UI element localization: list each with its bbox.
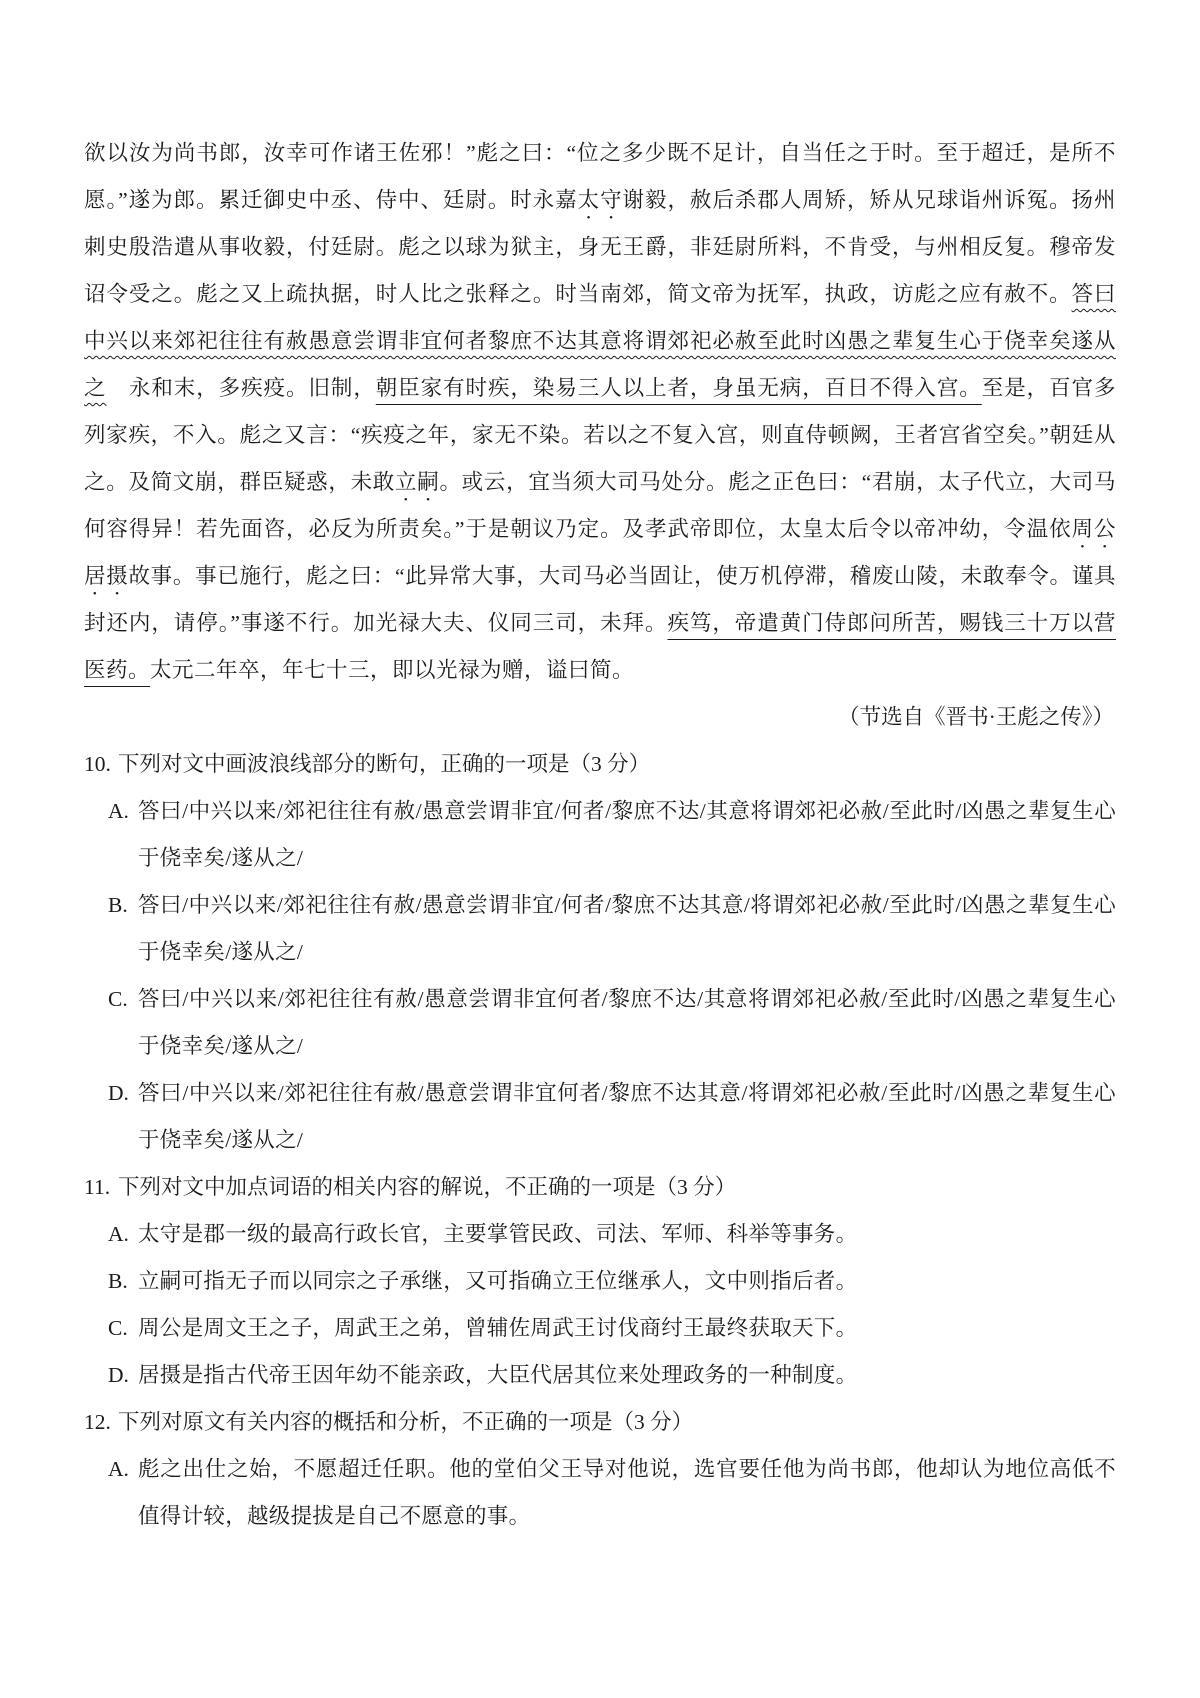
option-D: [84, 1352, 1116, 1399]
question-stem: 下列对文中画波浪线部分的断句，正确的一项是（3 分）: [118, 752, 651, 776]
option-label: C.: [108, 1316, 128, 1340]
option-A: [84, 1446, 1116, 1540]
option-B: [84, 882, 1116, 976]
option-A: [84, 1211, 1116, 1258]
option-label: A.: [108, 1222, 129, 1246]
option-text: 周公是周文王之子，周武王之弟，曾辅佐周武王讨伐商纣王最终获取天下。: [138, 1316, 858, 1340]
option-label: B.: [108, 1269, 128, 1293]
passage-segment-normal: 故事。事已施行，彪之曰：“此异常大事，大司马必当固让，使万机停滞，稽废山陵，未敢奉令。谨具封还内，请停。”事遂不行。加光禄大夫、仪同三司，未拜。: [84, 564, 1116, 635]
option-label: D.: [108, 1363, 129, 1387]
question-stem: 下列对原文有关内容的概括和分析，不正确的一项是（3 分）: [118, 1410, 694, 1434]
option-label: A.: [108, 1457, 129, 1481]
option-C: [84, 1305, 1116, 1352]
option-label: D.: [108, 1081, 129, 1105]
passage-segment-dots: 立嗣: [395, 470, 440, 494]
questions: [84, 741, 1116, 1540]
question-number: 12.: [84, 1410, 111, 1434]
option-label: C.: [108, 987, 128, 1011]
option-text: 太守是郡一级的最高行政长官，主要掌管民政、司法、军师、科举等事务。: [138, 1222, 858, 1246]
passage-segment-normal: 太元二年卒，年七十三，即以光禄为赠，谥曰简。: [150, 658, 635, 682]
question-stem-row: [84, 1399, 1116, 1446]
option-C: [84, 976, 1116, 1070]
question-stem: 下列对文中加点词语的相关内容的解说，不正确的一项是（3 分）: [118, 1175, 737, 1199]
option-text: 立嗣可指无子而以同宗之子承继，又可指确立王位继承人，文中则指后者。: [138, 1269, 858, 1293]
option-text: 彪之出仕之始，不愿超迁任职。他的堂伯父王导对他说，选官要任他为尚书郎，他却认为地位高低不值得计较，越级提拔是自己不愿意的事。: [138, 1457, 1116, 1528]
passage-segment-dots: 周公居摄: [84, 517, 1116, 588]
passage-segment-normal: 欲以汝为尚书郎，汝幸可作诸王佐邪！”彪之曰：“位之多少既不足计，自当任之于时。至于超迁，是所不愿。”遂为郎。累迁御史中丞、侍中、廷尉。时永嘉: [84, 141, 1116, 212]
passage-segment-dots: 太守: [577, 188, 623, 212]
passage-segment-underline: 疾笃，帝遣黄门侍郎问所苦，赐钱三十万以营医药。: [84, 611, 1117, 682]
question-number: 10.: [84, 752, 111, 776]
passage: [84, 130, 1116, 694]
passage-segment-normal: 。或云，宜当须大司马处分。彪之正色曰：“君崩，太子代立，大司马何容得异！若先面咨，必反为所责矣。”于是朝议乃定。及孝武帝即位，太皇太后令以帝冲幼，令温依: [84, 470, 1116, 541]
passage-segment-normal: 谢毅，赦后杀郡人周矫，矫从兄球诣州诉冤。扬州刺史殷浩遣从事收毅，付廷尉。彪之以球为狱主，身无王爵，非廷尉所料，不肯受，与州相反复。穆帝发诏令受之。彪之又上疏执据，时人比之张释之。时当南郊，简文帝为抚军，执政，访彪之应有赦不。: [84, 188, 1116, 306]
option-label: A.: [108, 799, 129, 823]
option-A: [84, 788, 1116, 882]
option-text: 答曰/中兴以来/郊祀往往有赦/愚意尝谓非宜何者/黎庶不达其意/将谓郊祀必赦/至此时/凶愚之辈复生心于侥幸矣/遂从之/: [138, 1081, 1116, 1152]
option-text: 答曰/中兴以来/郊祀往往有赦/愚意尝谓非宜何者/黎庶不达/其意将谓郊祀必赦/至此时/凶愚之辈复生心于侥幸矣/遂从之/: [138, 987, 1116, 1058]
question-11: [84, 1164, 1116, 1399]
option-label: B.: [108, 893, 128, 917]
question-12: [84, 1399, 1116, 1540]
option-D: [84, 1070, 1116, 1164]
passage-segment-underline: 朝臣家有时疾，染易三人以上者，身虽无病，百日不得入宫。: [375, 376, 982, 400]
passage-segment-normal: 永和末，多疾疫。旧制，: [106, 376, 376, 400]
option-B: [84, 1258, 1116, 1305]
option-text: 答曰/中兴以来/郊祀往往有赦/愚意尝谓非宜/何者/黎庶不达其意/将谓郊祀必赦/至此时/凶愚之辈复生心于侥幸矣/遂从之/: [138, 893, 1116, 964]
passage-segment-normal: 至是，百官多列家疾，不入。彪之又言：“疾疫之年，家无不染。若以之不复入宫，则直侍顿阙，王者宫省空矣。”朝廷从之。及简文崩，群臣疑惑，未敢: [84, 376, 1116, 494]
question-stem-row: [84, 1164, 1116, 1211]
passage-segment-wavy: 答曰中兴以来郊祀往往有赦愚意尝谓非宜何者黎庶不达其意将谓郊祀必赦至此时凶愚之辈复生心于侥幸矣遂从之: [84, 282, 1116, 400]
option-text: 答曰/中兴以来/郊祀往往有赦/愚意尝谓非宜/何者/黎庶不达/其意将谓郊祀必赦/至此时/凶愚之辈复生心于侥幸矣/遂从之/: [138, 799, 1116, 870]
question-stem-row: [84, 741, 1116, 788]
question-number: 11.: [84, 1175, 111, 1199]
question-10: [84, 741, 1116, 1164]
option-text: 居摄是指古代帝王因年幼不能亲政，大臣代居其位来处理政务的一种制度。: [138, 1363, 858, 1387]
source-attribution: （节选自《晋书·王彪之传》）: [838, 705, 1114, 729]
